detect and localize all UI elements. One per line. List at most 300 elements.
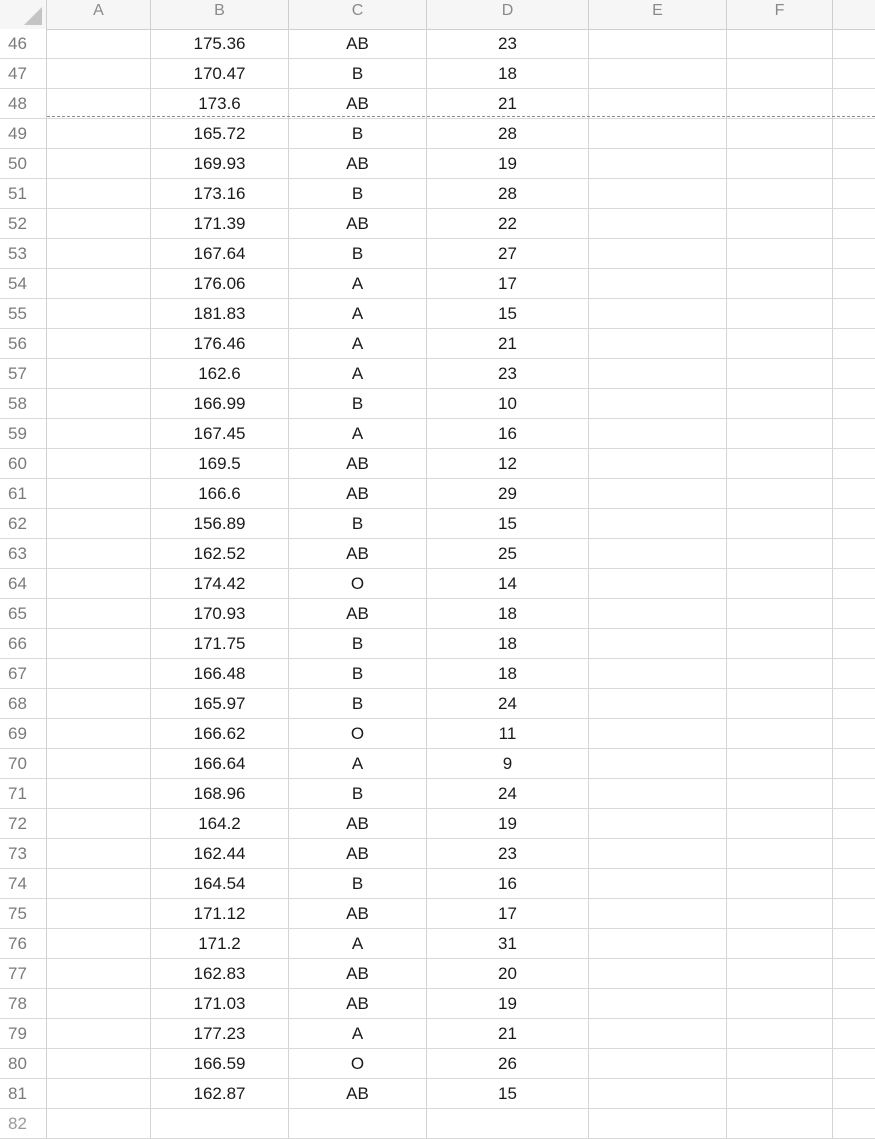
cell-g[interactable] xyxy=(833,1079,875,1109)
cell-f[interactable] xyxy=(727,689,833,719)
cell-e[interactable] xyxy=(589,689,727,719)
cell-g[interactable] xyxy=(833,59,875,89)
column-header-c[interactable]: C xyxy=(289,0,427,29)
cell-e[interactable] xyxy=(589,869,727,899)
cell-a[interactable] xyxy=(47,1109,151,1139)
cell-b[interactable]: 171.2 xyxy=(151,929,289,959)
cell-b[interactable]: 164.2 xyxy=(151,809,289,839)
row-header[interactable]: 59 xyxy=(0,419,47,449)
cell-a[interactable] xyxy=(47,89,151,119)
cell-f[interactable] xyxy=(727,509,833,539)
cell-f[interactable] xyxy=(727,779,833,809)
cell-b[interactable] xyxy=(151,1109,289,1139)
cell-e[interactable] xyxy=(589,899,727,929)
cell-f[interactable] xyxy=(727,419,833,449)
cell-a[interactable] xyxy=(47,449,151,479)
cell-c[interactable]: B xyxy=(289,779,427,809)
cell-g[interactable] xyxy=(833,599,875,629)
cell-e[interactable] xyxy=(589,239,727,269)
cell-e[interactable] xyxy=(589,989,727,1019)
cell-f[interactable] xyxy=(727,809,833,839)
row-header[interactable]: 52 xyxy=(0,209,47,239)
row-header[interactable]: 73 xyxy=(0,839,47,869)
cell-e[interactable] xyxy=(589,59,727,89)
cell-c[interactable]: B xyxy=(289,629,427,659)
cell-f[interactable] xyxy=(727,959,833,989)
cell-f[interactable] xyxy=(727,119,833,149)
cell-e[interactable] xyxy=(589,209,727,239)
cell-c[interactable]: B xyxy=(289,509,427,539)
cell-d[interactable]: 9 xyxy=(427,749,589,779)
cell-d[interactable]: 17 xyxy=(427,899,589,929)
cell-c[interactable]: B xyxy=(289,389,427,419)
cell-a[interactable] xyxy=(47,959,151,989)
cell-f[interactable] xyxy=(727,1079,833,1109)
cell-g[interactable] xyxy=(833,809,875,839)
cell-f[interactable] xyxy=(727,329,833,359)
cell-d[interactable]: 24 xyxy=(427,779,589,809)
cell-b[interactable]: 176.46 xyxy=(151,329,289,359)
cell-c[interactable]: A xyxy=(289,269,427,299)
cell-g[interactable] xyxy=(833,329,875,359)
cell-a[interactable] xyxy=(47,809,151,839)
cell-e[interactable] xyxy=(589,119,727,149)
cell-f[interactable] xyxy=(727,239,833,269)
row-header[interactable]: 54 xyxy=(0,269,47,299)
cell-d[interactable]: 21 xyxy=(427,89,589,119)
cell-d[interactable] xyxy=(427,1109,589,1139)
cell-a[interactable] xyxy=(47,329,151,359)
cell-c[interactable]: AB xyxy=(289,839,427,869)
row-header[interactable]: 82 xyxy=(0,1109,47,1139)
cell-g[interactable] xyxy=(833,659,875,689)
cell-e[interactable] xyxy=(589,269,727,299)
select-all-corner[interactable] xyxy=(0,0,47,29)
cell-b[interactable]: 156.89 xyxy=(151,509,289,539)
cell-b[interactable]: 165.97 xyxy=(151,689,289,719)
row-header[interactable]: 51 xyxy=(0,179,47,209)
cell-d[interactable]: 16 xyxy=(427,419,589,449)
cell-b[interactable]: 170.93 xyxy=(151,599,289,629)
cell-a[interactable] xyxy=(47,719,151,749)
cell-b[interactable]: 166.6 xyxy=(151,479,289,509)
cell-c[interactable]: A xyxy=(289,1019,427,1049)
cell-a[interactable] xyxy=(47,59,151,89)
cell-d[interactable]: 18 xyxy=(427,59,589,89)
cell-b[interactable]: 165.72 xyxy=(151,119,289,149)
cell-g[interactable] xyxy=(833,209,875,239)
cell-f[interactable] xyxy=(727,929,833,959)
cell-a[interactable] xyxy=(47,779,151,809)
cell-d[interactable]: 27 xyxy=(427,239,589,269)
cell-d[interactable]: 23 xyxy=(427,29,589,59)
cell-a[interactable] xyxy=(47,1049,151,1079)
row-header[interactable]: 63 xyxy=(0,539,47,569)
cell-a[interactable] xyxy=(47,269,151,299)
row-header[interactable]: 50 xyxy=(0,149,47,179)
row-header[interactable]: 47 xyxy=(0,59,47,89)
cell-e[interactable] xyxy=(589,779,727,809)
cell-b[interactable]: 173.6 xyxy=(151,89,289,119)
cell-b[interactable]: 169.5 xyxy=(151,449,289,479)
cell-b[interactable]: 171.75 xyxy=(151,629,289,659)
cell-c[interactable]: B xyxy=(289,659,427,689)
cell-e[interactable] xyxy=(589,1049,727,1079)
cell-b[interactable]: 167.64 xyxy=(151,239,289,269)
row-header[interactable]: 69 xyxy=(0,719,47,749)
cell-f[interactable] xyxy=(727,1019,833,1049)
cell-c[interactable]: A xyxy=(289,299,427,329)
cell-d[interactable]: 22 xyxy=(427,209,589,239)
cell-g[interactable] xyxy=(833,629,875,659)
row-header[interactable]: 71 xyxy=(0,779,47,809)
cell-c[interactable]: AB xyxy=(289,599,427,629)
row-header[interactable]: 80 xyxy=(0,1049,47,1079)
cell-b[interactable]: 171.39 xyxy=(151,209,289,239)
row-header[interactable]: 53 xyxy=(0,239,47,269)
cell-f[interactable] xyxy=(727,1049,833,1079)
cell-f[interactable] xyxy=(727,869,833,899)
cell-e[interactable] xyxy=(589,149,727,179)
cell-e[interactable] xyxy=(589,809,727,839)
cell-f[interactable] xyxy=(727,989,833,1019)
cell-g[interactable] xyxy=(833,359,875,389)
row-header[interactable]: 66 xyxy=(0,629,47,659)
row-header[interactable]: 75 xyxy=(0,899,47,929)
cell-g[interactable] xyxy=(833,1109,875,1139)
cell-b[interactable]: 164.54 xyxy=(151,869,289,899)
cell-f[interactable] xyxy=(727,749,833,779)
cell-f[interactable] xyxy=(727,179,833,209)
cell-a[interactable] xyxy=(47,389,151,419)
cell-g[interactable] xyxy=(833,29,875,59)
cell-e[interactable] xyxy=(589,299,727,329)
cell-e[interactable] xyxy=(589,719,727,749)
cell-d[interactable]: 18 xyxy=(427,629,589,659)
cell-f[interactable] xyxy=(727,599,833,629)
cell-g[interactable] xyxy=(833,1019,875,1049)
cell-d[interactable]: 19 xyxy=(427,809,589,839)
cell-g[interactable] xyxy=(833,389,875,419)
cell-d[interactable]: 18 xyxy=(427,599,589,629)
cell-c[interactable]: A xyxy=(289,419,427,449)
row-header[interactable]: 61 xyxy=(0,479,47,509)
cell-b[interactable]: 175.36 xyxy=(151,29,289,59)
cell-g[interactable] xyxy=(833,959,875,989)
cell-a[interactable] xyxy=(47,149,151,179)
row-header[interactable]: 77 xyxy=(0,959,47,989)
cell-d[interactable]: 31 xyxy=(427,929,589,959)
cell-b[interactable]: 171.03 xyxy=(151,989,289,1019)
cell-b[interactable]: 166.99 xyxy=(151,389,289,419)
row-header[interactable]: 78 xyxy=(0,989,47,1019)
cell-d[interactable]: 24 xyxy=(427,689,589,719)
cell-f[interactable] xyxy=(727,209,833,239)
row-header[interactable]: 60 xyxy=(0,449,47,479)
cell-f[interactable] xyxy=(727,59,833,89)
cell-c[interactable]: AB xyxy=(289,149,427,179)
cell-c[interactable]: B xyxy=(289,869,427,899)
cell-g[interactable] xyxy=(833,299,875,329)
cell-a[interactable] xyxy=(47,659,151,689)
cell-b[interactable]: 181.83 xyxy=(151,299,289,329)
cell-e[interactable] xyxy=(589,1109,727,1139)
cell-f[interactable] xyxy=(727,1109,833,1139)
cell-a[interactable] xyxy=(47,539,151,569)
cell-e[interactable] xyxy=(589,509,727,539)
cell-c[interactable]: B xyxy=(289,689,427,719)
column-header-b[interactable]: B xyxy=(151,0,289,29)
cell-e[interactable] xyxy=(589,29,727,59)
cell-c[interactable]: A xyxy=(289,329,427,359)
cell-f[interactable] xyxy=(727,389,833,419)
cell-c[interactable]: A xyxy=(289,359,427,389)
cell-d[interactable]: 17 xyxy=(427,269,589,299)
cell-c[interactable]: B xyxy=(289,239,427,269)
cell-g[interactable] xyxy=(833,119,875,149)
cell-b[interactable]: 171.12 xyxy=(151,899,289,929)
row-header[interactable]: 58 xyxy=(0,389,47,419)
cell-g[interactable] xyxy=(833,419,875,449)
cell-a[interactable] xyxy=(47,1019,151,1049)
cell-b[interactable]: 168.96 xyxy=(151,779,289,809)
cell-a[interactable] xyxy=(47,749,151,779)
cell-b[interactable]: 173.16 xyxy=(151,179,289,209)
cell-a[interactable] xyxy=(47,929,151,959)
column-header-d[interactable]: D xyxy=(427,0,589,29)
row-header[interactable]: 67 xyxy=(0,659,47,689)
cell-e[interactable] xyxy=(589,839,727,869)
row-header[interactable]: 65 xyxy=(0,599,47,629)
cell-d[interactable]: 15 xyxy=(427,509,589,539)
cell-b[interactable]: 177.23 xyxy=(151,1019,289,1049)
cell-c[interactable]: AB xyxy=(289,989,427,1019)
cell-b[interactable]: 167.45 xyxy=(151,419,289,449)
cell-d[interactable]: 25 xyxy=(427,539,589,569)
cell-c[interactable] xyxy=(289,1109,427,1139)
cell-b[interactable]: 174.42 xyxy=(151,569,289,599)
cell-b[interactable]: 166.62 xyxy=(151,719,289,749)
cell-d[interactable]: 23 xyxy=(427,839,589,869)
cell-a[interactable] xyxy=(47,299,151,329)
cell-a[interactable] xyxy=(47,869,151,899)
cell-b[interactable]: 162.83 xyxy=(151,959,289,989)
cell-d[interactable]: 10 xyxy=(427,389,589,419)
cell-a[interactable] xyxy=(47,989,151,1019)
cell-g[interactable] xyxy=(833,479,875,509)
cell-f[interactable] xyxy=(727,269,833,299)
cell-c[interactable]: AB xyxy=(289,449,427,479)
column-header-a[interactable]: A xyxy=(47,0,151,29)
cell-f[interactable] xyxy=(727,479,833,509)
cell-d[interactable]: 26 xyxy=(427,1049,589,1079)
cell-g[interactable] xyxy=(833,569,875,599)
cell-a[interactable] xyxy=(47,179,151,209)
cell-g[interactable] xyxy=(833,749,875,779)
cell-d[interactable]: 15 xyxy=(427,299,589,329)
cell-a[interactable] xyxy=(47,569,151,599)
cell-f[interactable] xyxy=(727,29,833,59)
cell-d[interactable]: 21 xyxy=(427,329,589,359)
cell-g[interactable] xyxy=(833,929,875,959)
cell-e[interactable] xyxy=(589,329,727,359)
cell-d[interactable]: 23 xyxy=(427,359,589,389)
cell-g[interactable] xyxy=(833,719,875,749)
cell-a[interactable] xyxy=(47,599,151,629)
cell-g[interactable] xyxy=(833,869,875,899)
cell-f[interactable] xyxy=(727,719,833,749)
row-header[interactable]: 46 xyxy=(0,29,47,59)
cell-e[interactable] xyxy=(589,929,727,959)
cell-b[interactable]: 162.44 xyxy=(151,839,289,869)
cell-b[interactable]: 169.93 xyxy=(151,149,289,179)
cell-d[interactable]: 29 xyxy=(427,479,589,509)
cell-g[interactable] xyxy=(833,179,875,209)
cell-f[interactable] xyxy=(727,659,833,689)
cell-g[interactable] xyxy=(833,149,875,179)
cell-c[interactable]: AB xyxy=(289,209,427,239)
cell-c[interactable]: O xyxy=(289,1049,427,1079)
cell-e[interactable] xyxy=(589,539,727,569)
cell-d[interactable]: 19 xyxy=(427,989,589,1019)
cell-b[interactable]: 166.48 xyxy=(151,659,289,689)
cell-c[interactable]: AB xyxy=(289,29,427,59)
row-header[interactable]: 81 xyxy=(0,1079,47,1109)
cell-f[interactable] xyxy=(727,629,833,659)
cell-d[interactable]: 19 xyxy=(427,149,589,179)
cell-f[interactable] xyxy=(727,539,833,569)
cell-a[interactable] xyxy=(47,509,151,539)
cell-a[interactable] xyxy=(47,839,151,869)
cell-g[interactable] xyxy=(833,509,875,539)
cell-e[interactable] xyxy=(589,359,727,389)
cell-a[interactable] xyxy=(47,239,151,269)
cell-b[interactable]: 162.87 xyxy=(151,1079,289,1109)
cell-g[interactable] xyxy=(833,239,875,269)
cell-d[interactable]: 11 xyxy=(427,719,589,749)
cell-c[interactable]: AB xyxy=(289,1079,427,1109)
cell-f[interactable] xyxy=(727,89,833,119)
cell-g[interactable] xyxy=(833,899,875,929)
cell-a[interactable] xyxy=(47,629,151,659)
cell-e[interactable] xyxy=(589,479,727,509)
cell-d[interactable]: 12 xyxy=(427,449,589,479)
cell-c[interactable]: B xyxy=(289,179,427,209)
cell-f[interactable] xyxy=(727,839,833,869)
cell-b[interactable]: 162.52 xyxy=(151,539,289,569)
cell-e[interactable] xyxy=(589,449,727,479)
cell-g[interactable] xyxy=(833,1049,875,1079)
cell-c[interactable]: AB xyxy=(289,899,427,929)
cell-d[interactable]: 21 xyxy=(427,1019,589,1049)
cell-e[interactable] xyxy=(589,629,727,659)
cell-e[interactable] xyxy=(589,659,727,689)
cell-a[interactable] xyxy=(47,419,151,449)
row-header[interactable]: 55 xyxy=(0,299,47,329)
cell-e[interactable] xyxy=(589,89,727,119)
cell-e[interactable] xyxy=(589,599,727,629)
cell-e[interactable] xyxy=(589,419,727,449)
cell-c[interactable]: AB xyxy=(289,89,427,119)
cell-f[interactable] xyxy=(727,149,833,179)
cell-b[interactable]: 166.64 xyxy=(151,749,289,779)
cell-c[interactable]: B xyxy=(289,59,427,89)
cell-f[interactable] xyxy=(727,899,833,929)
row-header[interactable]: 57 xyxy=(0,359,47,389)
cell-e[interactable] xyxy=(589,389,727,419)
cell-a[interactable] xyxy=(47,29,151,59)
cell-e[interactable] xyxy=(589,569,727,599)
cell-c[interactable]: AB xyxy=(289,539,427,569)
cell-g[interactable] xyxy=(833,689,875,719)
cell-d[interactable]: 16 xyxy=(427,869,589,899)
cell-a[interactable] xyxy=(47,359,151,389)
cell-e[interactable] xyxy=(589,1019,727,1049)
cell-e[interactable] xyxy=(589,1079,727,1109)
column-header-e[interactable]: E xyxy=(589,0,727,29)
row-header[interactable]: 49 xyxy=(0,119,47,149)
column-header-next[interactable] xyxy=(833,0,875,29)
cell-f[interactable] xyxy=(727,299,833,329)
cell-b[interactable]: 170.47 xyxy=(151,59,289,89)
cell-a[interactable] xyxy=(47,899,151,929)
cell-a[interactable] xyxy=(47,689,151,719)
cell-g[interactable] xyxy=(833,989,875,1019)
cell-f[interactable] xyxy=(727,449,833,479)
row-header[interactable]: 76 xyxy=(0,929,47,959)
cell-d[interactable]: 15 xyxy=(427,1079,589,1109)
cell-c[interactable]: A xyxy=(289,749,427,779)
column-header-f[interactable]: F xyxy=(727,0,833,29)
cell-a[interactable] xyxy=(47,479,151,509)
cell-a[interactable] xyxy=(47,1079,151,1109)
cell-b[interactable]: 166.59 xyxy=(151,1049,289,1079)
cell-c[interactable]: B xyxy=(289,119,427,149)
cell-f[interactable] xyxy=(727,359,833,389)
cell-g[interactable] xyxy=(833,779,875,809)
cell-c[interactable]: A xyxy=(289,929,427,959)
cell-b[interactable]: 162.6 xyxy=(151,359,289,389)
row-header[interactable]: 56 xyxy=(0,329,47,359)
row-header[interactable]: 64 xyxy=(0,569,47,599)
cell-e[interactable] xyxy=(589,749,727,779)
row-header[interactable]: 68 xyxy=(0,689,47,719)
cell-d[interactable]: 14 xyxy=(427,569,589,599)
cell-a[interactable] xyxy=(47,209,151,239)
cell-f[interactable] xyxy=(727,569,833,599)
cell-c[interactable]: AB xyxy=(289,959,427,989)
cell-g[interactable] xyxy=(833,449,875,479)
row-header[interactable]: 70 xyxy=(0,749,47,779)
row-header[interactable]: 48 xyxy=(0,89,47,119)
row-header[interactable]: 62 xyxy=(0,509,47,539)
cell-e[interactable] xyxy=(589,959,727,989)
cell-c[interactable]: AB xyxy=(289,479,427,509)
cell-e[interactable] xyxy=(589,179,727,209)
cell-d[interactable]: 28 xyxy=(427,179,589,209)
row-header[interactable]: 79 xyxy=(0,1019,47,1049)
cell-g[interactable] xyxy=(833,539,875,569)
cell-c[interactable]: AB xyxy=(289,809,427,839)
cell-d[interactable]: 28 xyxy=(427,119,589,149)
cell-d[interactable]: 18 xyxy=(427,659,589,689)
cell-d[interactable]: 20 xyxy=(427,959,589,989)
cell-g[interactable] xyxy=(833,89,875,119)
cell-c[interactable]: O xyxy=(289,569,427,599)
cell-c[interactable]: O xyxy=(289,719,427,749)
row-header[interactable]: 72 xyxy=(0,809,47,839)
cell-a[interactable] xyxy=(47,119,151,149)
